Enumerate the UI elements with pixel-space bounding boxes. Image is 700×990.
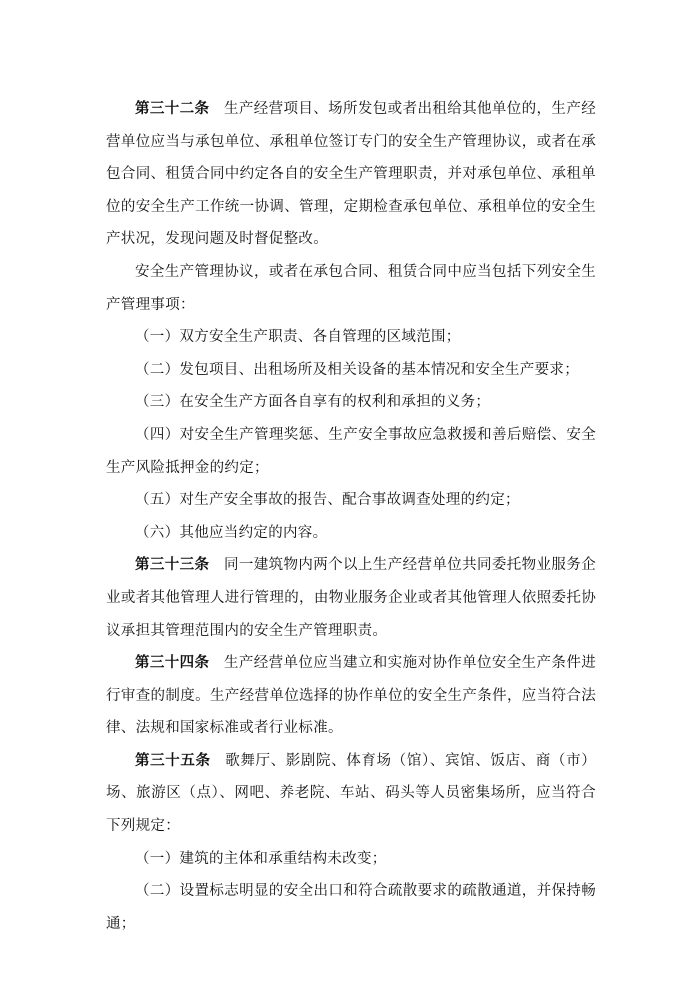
article-number: 第三十二条 [135, 101, 210, 117]
list-item [106, 354, 596, 387]
paragraph-text: （二）设置标志明显的安全出口和符合疏散要求的疏散通道，并保持畅通； [106, 883, 596, 932]
document-body [106, 93, 596, 940]
paragraph-text: 生产经营项目、场所发包或者出租给其他单位的，生产经营单位应当与承包单位、承租单位签订专门的安全生产管理协议，或者在承包合同、租赁合同中约定各自的安全生产管理职责，并对承包单位、承租单位的安全生产工作统一协调、管理，定期检查承包单位、承租单位的安全生产状况，发现问题及时督促整改。 [106, 101, 597, 248]
paragraph-text: （一）建筑的主体和承重结构未改变； [135, 850, 387, 867]
paragraph-text: （一）双方安全生产职责、各自管理的区域范围； [135, 329, 461, 346]
list-item [106, 875, 596, 940]
list-item [106, 517, 596, 550]
article-number: 第三十三条 [135, 557, 210, 574]
paragraph-text: （六）其他应当约定的内容。 [135, 524, 328, 541]
paragraph-text: （四）对安全生产管理奖惩、生产安全事故应急救援和善后赔偿、安全生产风险抵押金的约定； [106, 426, 596, 476]
article-number: 第三十五条 [135, 752, 211, 769]
paragraph-text: （三）在安全生产方面各自享有的权利和承担的义务； [135, 394, 491, 411]
paragraph-text: 歌舞厅、影剧院、体育场（馆）、宾馆、饭店、商（市）场、旅游区（点）、网吧、养老院、车站、码头等人员密集场所，应当符合下列规定： [106, 752, 597, 835]
paragraph-text: 安全生产管理协议，或者在承包合同、租赁合同中应当包括下列安全生产管理事项： [106, 263, 596, 313]
list-item [106, 386, 596, 419]
paragraph-text: 生产经营单位应当建立和实施对协作单位安全生产条件进行审查的制度。生产经营单位选择的协作单位的安全生产条件，应当符合法律、法规和国家标准或者行业标准。 [106, 655, 597, 737]
paragraph-text: 同一建筑物内两个以上生产经营单位共同委托物业服务企业或者其他管理人进行管理的，由物业服务企业或者其他管理人依照委托协议承担其管理范围内的安全生产管理职责。 [106, 557, 597, 639]
list-item [106, 419, 596, 484]
list-item [106, 321, 596, 354]
list-item [106, 843, 596, 876]
article-33-paragraph [106, 549, 596, 647]
article-number: 第三十四条 [135, 655, 210, 672]
article-34-paragraph [106, 647, 596, 745]
paragraph-text: （二）发包项目、出租场所及相关设备的基本情况和安全生产要求； [135, 361, 579, 378]
article-35-paragraph [106, 745, 596, 843]
list-item [106, 484, 596, 517]
paragraph-text: （五）对生产安全事故的报告、配合事故调查处理的约定； [135, 492, 520, 509]
article-32-paragraph [106, 93, 596, 256]
agreement-intro-paragraph [106, 256, 596, 321]
